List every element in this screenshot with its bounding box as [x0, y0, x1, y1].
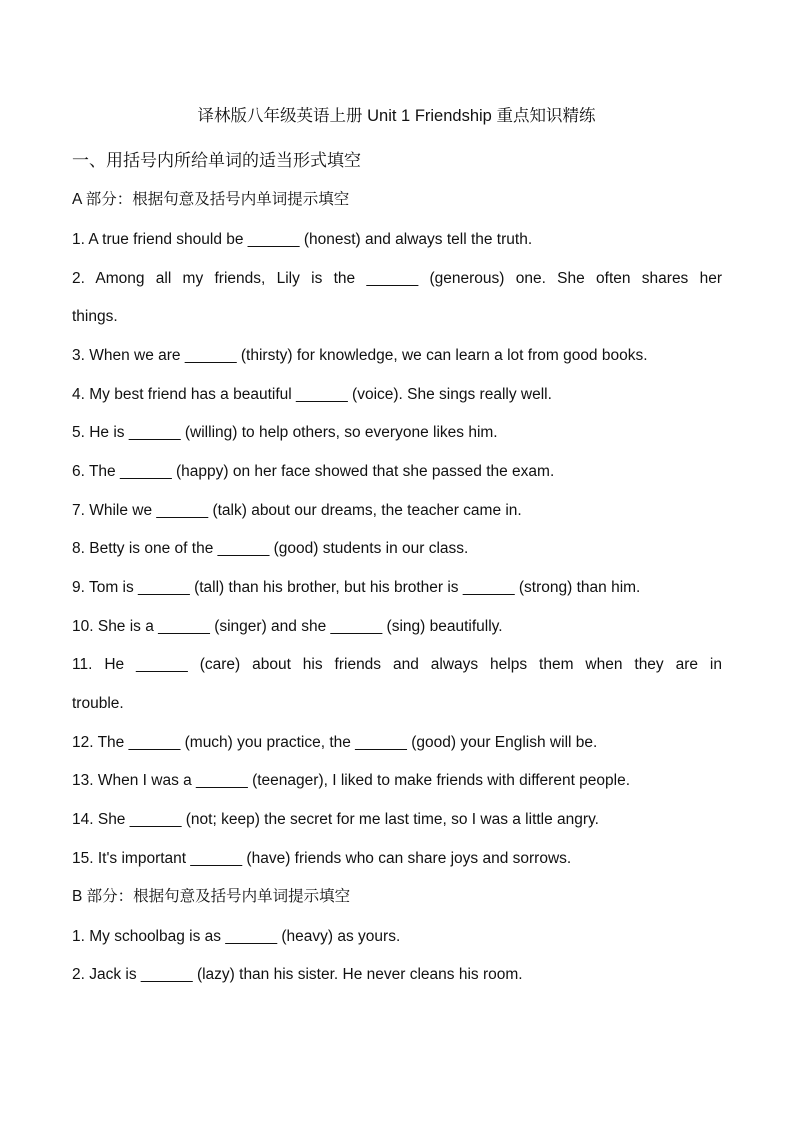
part-b-heading: B 部分：根据句意及括号内单词提示填空 — [72, 888, 351, 905]
exercise-item: 15. It's important ______ (have) friends who can share joys and sorrows. — [72, 850, 572, 867]
exercise-item: 11. He ______ (care) about his friends and always helps them when they are in — [72, 656, 722, 673]
exercise-item: 1. A true friend should be ______ (honest) and always tell the truth. — [72, 231, 533, 248]
exercise-item: 13. When I was a ______ (teenager), I liked to make friends with different people. — [72, 772, 631, 789]
exercise-item: 7. While we ______ (talk) about our dreams, the teacher came in. — [72, 502, 522, 519]
exercise-item: 14. She ______ (not; keep) the secret for me last time, so I was a little angry. — [72, 811, 599, 828]
exercise-item: 10. She is a ______ (singer) and she ______ (sing) beautifully. — [72, 618, 503, 635]
section-heading: 一、用括号内所给单词的适当形式填空 — [72, 151, 361, 170]
exercise-item: 4. My best friend has a beautiful ______ (voice). She sings really well. — [72, 386, 552, 403]
exercise-item: 1. My schoolbag is as ______ (heavy) as yours. — [72, 928, 401, 945]
exercise-item-continuation: trouble. — [72, 695, 124, 712]
document-title: 译林版八年级英语上册 Unit 1 Friendship 重点知识精练 — [197, 107, 596, 125]
exercise-item: 8. Betty is one of the ______ (good) students in our class. — [72, 540, 469, 557]
exercise-item: 2. Jack is ______ (lazy) than his sister. He never cleans his room. — [72, 966, 523, 983]
part-a-heading: A 部分：根据句意及括号内单词提示填空 — [72, 191, 350, 208]
exercise-item-continuation: things. — [72, 308, 118, 325]
exercise-item: 3. When we are ______ (thirsty) for knowledge, we can learn a lot from good books. — [72, 347, 648, 364]
exercise-item: 6. The ______ (happy) on her face showed that she passed the exam. — [72, 463, 555, 480]
exercise-item: 9. Tom is ______ (tall) than his brother, but his brother is ______ (strong) than him. — [72, 579, 641, 596]
exercise-item: 2. Among all my friends, Lily is the ______ (generous) one. She often shares her — [72, 270, 722, 287]
exercise-item: 12. The ______ (much) you practice, the ______ (good) your English will be. — [72, 734, 598, 751]
exercise-item: 5. He is ______ (willing) to help others, so everyone likes him. — [72, 424, 498, 441]
